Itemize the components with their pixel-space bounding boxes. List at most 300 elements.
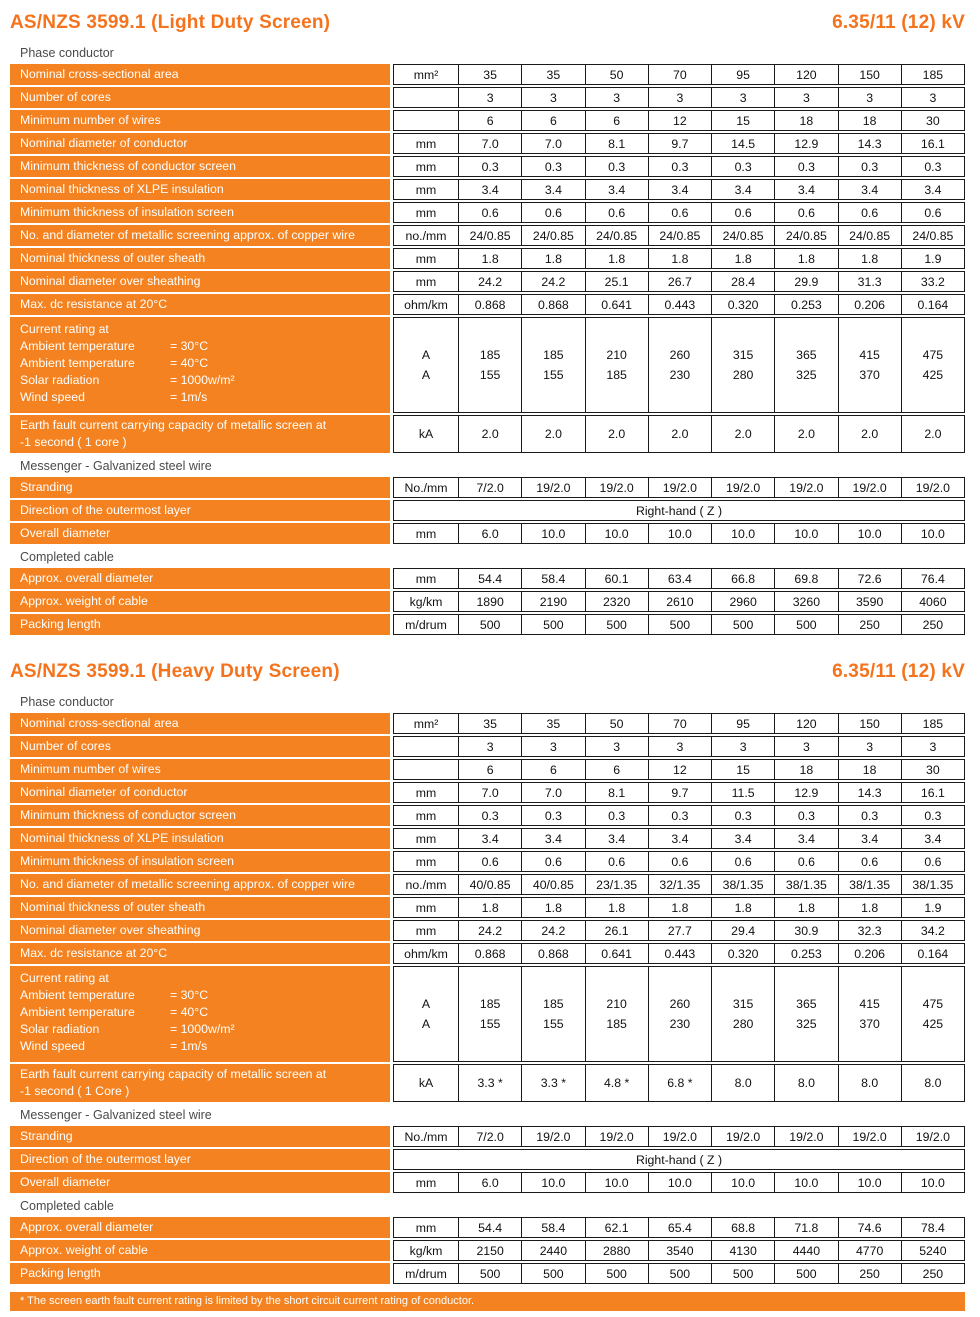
value-cell: 0.6 — [585, 852, 648, 871]
value-cell: 32.3 — [838, 921, 901, 940]
value-cell: 500 — [711, 1264, 774, 1283]
value-cell: 2.0 — [774, 416, 837, 452]
table-row — [10, 271, 965, 292]
value-cell: 35 — [521, 65, 584, 84]
value-cell: 19/2.0 — [774, 1127, 837, 1146]
table-row — [10, 179, 965, 200]
value-cell: 4440 — [774, 1241, 837, 1260]
row-label: Number of cores — [10, 87, 390, 108]
value-cell: 14.5 — [711, 134, 774, 153]
table-row — [10, 614, 965, 635]
value-cell: 0.6 — [458, 203, 521, 222]
unit-cell: m/drum — [405, 1266, 447, 1281]
section-label: Phase conductor — [20, 46, 114, 60]
row-cells — [393, 614, 965, 635]
value-cell: 2320 — [585, 592, 648, 611]
value-cell: 0.6 — [711, 852, 774, 871]
value-cell: 0.3 — [774, 157, 837, 176]
row-label: No. and diameter of metallic screening approx. of copper wire — [10, 225, 390, 246]
table-row — [10, 713, 965, 734]
value-cell: 6.0 — [458, 1173, 521, 1192]
row-cells — [393, 415, 965, 453]
value-cell: 24/0.85 — [838, 226, 901, 245]
value-cell: 3.4 — [711, 829, 774, 848]
value-cell: 33.2 — [901, 272, 964, 291]
row-cells — [393, 568, 965, 589]
value-cell: 24.2 — [521, 272, 584, 291]
value-cell: 6 — [521, 760, 584, 779]
row-cells — [393, 500, 965, 521]
unit-cell: kg/km — [409, 1243, 443, 1258]
value-cell: 2880 — [585, 1241, 648, 1260]
row-label: Nominal diameter over sheathing — [10, 920, 390, 941]
value-cell: 70 — [648, 65, 711, 84]
table-light-duty — [10, 12, 965, 635]
value-cell: 3 — [458, 88, 521, 107]
row-label: Overall diameter — [10, 523, 390, 544]
value-cell: 0.6 — [838, 852, 901, 871]
unit-cell: ohm/km — [404, 946, 448, 961]
value-cell: 1.8 — [648, 898, 711, 917]
value-cell: 10.0 — [585, 1173, 648, 1192]
value-cell: 9.7 — [648, 134, 711, 153]
value-cell: 1.8 — [838, 249, 901, 268]
value-cell: 0.6 — [901, 203, 964, 222]
row-label: Approx. overall diameter — [10, 568, 390, 589]
value-cell: 500 — [648, 1264, 711, 1283]
row-label: Earth fault current carrying capacity of metallic screen at -1 second ( 1 core ) — [10, 415, 390, 453]
table-row — [10, 920, 965, 941]
value-cell: 10.0 — [774, 1173, 837, 1192]
value-cell: 3.4 — [521, 180, 584, 199]
value-cell: 1890 — [458, 592, 521, 611]
value-cell: 0.253 — [774, 295, 837, 314]
value-cell: 34.2 — [901, 921, 964, 940]
value-cell: 2.0 — [585, 416, 648, 452]
value-cell: 500 — [585, 1264, 648, 1283]
row-label: Minimum thickness of insulation screen — [10, 202, 390, 223]
table-row — [10, 736, 965, 757]
row-cells — [393, 1149, 965, 1170]
value-cell: 74.6 — [838, 1218, 901, 1237]
row-label: Nominal thickness of XLPE insulation — [10, 179, 390, 200]
value-cell: 95 — [711, 714, 774, 733]
unit-cell: mm — [415, 1175, 437, 1190]
row-label: Minimum thickness of insulation screen — [10, 851, 390, 872]
row-cells — [393, 966, 965, 1062]
value-cell: 2.0 — [838, 416, 901, 452]
row-cells — [393, 591, 965, 612]
value-cell: 76.4 — [901, 569, 964, 588]
value-cell: 10.0 — [774, 524, 837, 543]
value-cell: 3.4 — [458, 829, 521, 848]
value-cell: 3.4 — [838, 180, 901, 199]
unit-cell: mm — [415, 923, 437, 938]
row-cells — [393, 874, 965, 895]
table-row — [10, 1064, 965, 1102]
value-cell: 5240 — [901, 1241, 964, 1260]
value-cell: 185 155 — [521, 318, 584, 412]
value-cell: 8.1 — [585, 783, 648, 802]
row-label: Current rating at Ambient temperature = 30°C Ambient temperature = 40°C Solar radiation = 1000w/m² Wind speed = 1m/s — [10, 966, 390, 1062]
unit-cell: ohm/km — [404, 297, 448, 312]
value-cell: 7/2.0 — [458, 1127, 521, 1146]
value-cell: 63.4 — [648, 569, 711, 588]
value-cell: 0.164 — [901, 944, 964, 963]
value-cell: 19/2.0 — [585, 1127, 648, 1146]
row-cells — [393, 202, 965, 223]
value-cell: 3 — [521, 88, 584, 107]
value-cell: 60.1 — [585, 569, 648, 588]
value-cell: 500 — [585, 615, 648, 634]
value-cell: 2610 — [648, 592, 711, 611]
row-cells — [393, 897, 965, 918]
value-cell: 10.0 — [838, 524, 901, 543]
value-cell: 26.1 — [585, 921, 648, 940]
value-cell: 500 — [458, 615, 521, 634]
row-cells — [393, 1240, 965, 1261]
row-cells — [393, 523, 965, 544]
value-cell: 365 325 — [774, 318, 837, 412]
value-cell: 10.0 — [901, 524, 964, 543]
value-cell: 3.4 — [901, 180, 964, 199]
footnote: * The screen earth fault current rating is limited by the short circuit current rating of conductor. — [10, 1292, 965, 1311]
value-cell: 12.9 — [774, 134, 837, 153]
value-cell: 66.8 — [711, 569, 774, 588]
value-cell: 29.4 — [711, 921, 774, 940]
value-cell: 1.8 — [711, 249, 774, 268]
value-cell: 7.0 — [521, 783, 584, 802]
value-cell: 250 — [901, 1264, 964, 1283]
value-cell: 0.6 — [648, 852, 711, 871]
table-row — [10, 1172, 965, 1193]
value-cell: 0.206 — [838, 295, 901, 314]
value-cell: 2190 — [521, 592, 584, 611]
row-cells — [393, 133, 965, 154]
value-cell: 185 — [901, 65, 964, 84]
value-cell: 3.3 * — [458, 1065, 521, 1101]
value-cell: 10.0 — [711, 524, 774, 543]
value-cell: 0.6 — [521, 852, 584, 871]
value-cell: 0.868 — [521, 295, 584, 314]
table-row — [10, 828, 965, 849]
value-cell: 0.3 — [901, 806, 964, 825]
unit-cell: mm — [415, 571, 437, 586]
value-cell: 15 — [711, 111, 774, 130]
value-cell: 24.2 — [458, 272, 521, 291]
value-cell: 0.3 — [774, 806, 837, 825]
value-cell: 0.6 — [648, 203, 711, 222]
value-cell: 16.1 — [901, 134, 964, 153]
value-cell: 3 — [585, 88, 648, 107]
value-cell: 6.0 — [458, 524, 521, 543]
value-cell: 19/2.0 — [585, 478, 648, 497]
value-cell: 30.9 — [774, 921, 837, 940]
value-cell: 38/1.35 — [711, 875, 774, 894]
table-body-light-duty — [10, 42, 965, 635]
row-cells — [393, 1263, 965, 1284]
table-row — [10, 202, 965, 223]
value-cell: 2.0 — [648, 416, 711, 452]
value-cell: 7.0 — [521, 134, 584, 153]
value-cell: 1.8 — [838, 898, 901, 917]
value-cell: 0.6 — [901, 852, 964, 871]
value-cell: 27.7 — [648, 921, 711, 940]
value-cell: 24/0.85 — [774, 226, 837, 245]
value-cell: 7/2.0 — [458, 478, 521, 497]
unit-cell: A A — [421, 997, 431, 1031]
voltage-rating: 6.35/11 (12) kV — [832, 661, 965, 682]
unit-cell: kg/km — [409, 594, 443, 609]
row-label: Approx. weight of cable — [10, 1240, 390, 1261]
unit-cell: mm — [415, 808, 437, 823]
value-cell: 1.8 — [648, 249, 711, 268]
value-cell: 0.206 — [838, 944, 901, 963]
unit-cell: mm — [415, 182, 437, 197]
value-cell: 120 — [774, 65, 837, 84]
unit-cell: kA — [418, 427, 434, 441]
row-label: No. and diameter of metallic screening approx. of copper wire — [10, 874, 390, 895]
section-label: Messenger - Galvanized steel wire — [20, 459, 212, 473]
unit-cell — [394, 111, 458, 130]
value-cell: 30 — [901, 760, 964, 779]
value-cell: 3.3 * — [521, 1065, 584, 1101]
unit-cell: A A — [421, 348, 431, 382]
value-cell: 1.8 — [458, 249, 521, 268]
row-label: Nominal diameter of conductor — [10, 782, 390, 803]
value-cell: 1.8 — [521, 249, 584, 268]
value-cell: 19/2.0 — [711, 478, 774, 497]
value-cell: 0.3 — [711, 806, 774, 825]
unit-cell: No./mm — [404, 1129, 448, 1144]
table-body-heavy-duty — [10, 691, 965, 1284]
unit-cell: mm — [415, 854, 437, 869]
value-cell: 19/2.0 — [838, 1127, 901, 1146]
value-cell: 10.0 — [521, 1173, 584, 1192]
value-cell: 3.4 — [458, 180, 521, 199]
value-cell: 500 — [774, 615, 837, 634]
value-cell: 72.6 — [838, 569, 901, 588]
table-row — [10, 500, 965, 521]
value-cell: 2960 — [711, 592, 774, 611]
value-cell: 315 280 — [711, 318, 774, 412]
value-cell: 69.8 — [774, 569, 837, 588]
value-cell: 3.4 — [774, 180, 837, 199]
value-cell: 50 — [585, 714, 648, 733]
value-cell: 8.0 — [711, 1065, 774, 1101]
value-cell: 500 — [521, 615, 584, 634]
table-row — [10, 133, 965, 154]
row-cells — [393, 782, 965, 803]
value-cell: 4060 — [901, 592, 964, 611]
value-cell: 500 — [521, 1264, 584, 1283]
value-cell: 3 — [774, 737, 837, 756]
row-label: Approx. weight of cable — [10, 591, 390, 612]
table-heavy-duty — [10, 661, 965, 1284]
value-cell: 19/2.0 — [711, 1127, 774, 1146]
value-cell: 315 280 — [711, 967, 774, 1061]
table-row — [10, 1240, 965, 1261]
value-cell: 12 — [648, 760, 711, 779]
value-cell: 2.0 — [901, 416, 964, 452]
value-cell: 3 — [838, 737, 901, 756]
row-label: Minimum thickness of conductor screen — [10, 156, 390, 177]
value-cell: 0.641 — [585, 295, 648, 314]
value-cell: 4770 — [838, 1241, 901, 1260]
unit-cell — [394, 88, 458, 107]
value-cell: 3 — [585, 737, 648, 756]
unit-cell: mm — [415, 1220, 437, 1235]
row-cells — [393, 736, 965, 757]
row-label: Minimum thickness of conductor screen — [10, 805, 390, 826]
value-cell: 250 — [838, 1264, 901, 1283]
value-cell: 54.4 — [458, 1218, 521, 1237]
value-cell: 12 — [648, 111, 711, 130]
value-cell: 0.3 — [901, 157, 964, 176]
value-cell: 54.4 — [458, 569, 521, 588]
value-cell: 19/2.0 — [648, 1127, 711, 1146]
row-cells — [393, 477, 965, 498]
value-cell: 7.0 — [458, 134, 521, 153]
value-cell: 16.1 — [901, 783, 964, 802]
table-header-light-duty — [10, 12, 965, 34]
value-cell: 0.6 — [521, 203, 584, 222]
value-cell: 35 — [458, 714, 521, 733]
value-cell: 15 — [711, 760, 774, 779]
value-cell: 25.1 — [585, 272, 648, 291]
value-cell: 3.4 — [585, 829, 648, 848]
value-cell: 1.8 — [585, 898, 648, 917]
value-cell: 1.9 — [901, 249, 964, 268]
value-cell: 62.1 — [585, 1218, 648, 1237]
value-cell: 0.443 — [648, 944, 711, 963]
row-cells — [393, 828, 965, 849]
row-cells — [393, 271, 965, 292]
value-cell: 1.8 — [774, 898, 837, 917]
value-cell: 6 — [585, 111, 648, 130]
value-cell: 0.6 — [774, 203, 837, 222]
value-cell: 24/0.85 — [711, 226, 774, 245]
value-cell: 0.3 — [521, 806, 584, 825]
row-cells — [393, 805, 965, 826]
value-cell: 3.4 — [901, 829, 964, 848]
table-row — [10, 782, 965, 803]
unit-cell — [394, 760, 458, 779]
value-cell: 0.6 — [774, 852, 837, 871]
value-cell: 2150 — [458, 1241, 521, 1260]
value-cell: 71.8 — [774, 1218, 837, 1237]
row-label: Current rating at Ambient temperature = 30°C Ambient temperature = 40°C Solar radiation = 1000w/m² Wind speed = 1m/s — [10, 317, 390, 413]
value-cell: 3 — [711, 88, 774, 107]
table-row — [10, 759, 965, 780]
value-cell: 1.9 — [901, 898, 964, 917]
value-cell: 0.6 — [458, 852, 521, 871]
value-cell: 18 — [774, 760, 837, 779]
value-cell: 70 — [648, 714, 711, 733]
value-cell: 3 — [838, 88, 901, 107]
value-cell: 3 — [711, 737, 774, 756]
row-cells — [393, 1126, 965, 1147]
value-cell: 0.3 — [585, 157, 648, 176]
value-cell: 210 185 — [585, 318, 648, 412]
value-cell: 4130 — [711, 1241, 774, 1260]
value-cell: 3 — [521, 737, 584, 756]
row-label: Nominal diameter of conductor — [10, 133, 390, 154]
value-cell: 29.9 — [774, 272, 837, 291]
value-cell: 365 325 — [774, 967, 837, 1061]
value-cell: 0.6 — [711, 203, 774, 222]
table-row — [10, 805, 965, 826]
value-cell: 0.3 — [521, 157, 584, 176]
value-cell: 475 425 — [901, 967, 964, 1061]
table-title: AS/NZS 3599.1 (Light Duty Screen) — [10, 12, 331, 33]
value-cell: 7.0 — [458, 783, 521, 802]
unit-cell: mm² — [413, 67, 439, 82]
value-cell: 50 — [585, 65, 648, 84]
value-cell: 19/2.0 — [838, 478, 901, 497]
table-row — [10, 1149, 965, 1170]
value-cell: 2.0 — [711, 416, 774, 452]
value-cell: 78.4 — [901, 1218, 964, 1237]
value-cell: 0.3 — [585, 806, 648, 825]
unit-cell: no./mm — [405, 877, 447, 892]
unit-cell: mm — [415, 159, 437, 174]
value-cell: 10.0 — [838, 1173, 901, 1192]
value-cell: 38/1.35 — [774, 875, 837, 894]
value-cell: 24/0.85 — [648, 226, 711, 245]
value-cell: 40/0.85 — [458, 875, 521, 894]
value-cell: 0.868 — [521, 944, 584, 963]
row-label: Packing length — [10, 614, 390, 635]
value-cell: 24.2 — [458, 921, 521, 940]
value-cell: 19/2.0 — [648, 478, 711, 497]
row-label: Overall diameter — [10, 1172, 390, 1193]
row-label: Minimum number of wires — [10, 759, 390, 780]
value-cell: 3 — [901, 88, 964, 107]
row-cells — [393, 110, 965, 131]
unit-cell: kA — [418, 1076, 434, 1090]
value-cell: 3.4 — [648, 829, 711, 848]
value-cell: 0.320 — [711, 295, 774, 314]
unit-cell — [394, 737, 458, 756]
unit-cell: mm — [415, 136, 437, 151]
value-cell: 40/0.85 — [521, 875, 584, 894]
table-title: AS/NZS 3599.1 (Heavy Duty Screen) — [10, 661, 340, 682]
row-cells — [393, 87, 965, 108]
row-label: Direction of the outermost layer — [10, 500, 390, 521]
value-cell: 11.5 — [711, 783, 774, 802]
value-cell: 0.868 — [458, 944, 521, 963]
value-cell: 24/0.85 — [521, 226, 584, 245]
row-label: Earth fault current carrying capacity of metallic screen at -1 second ( 1 Core ) — [10, 1064, 390, 1102]
value-cell: 12.9 — [774, 783, 837, 802]
value-cell: 3.4 — [648, 180, 711, 199]
value-cell: 500 — [458, 1264, 521, 1283]
table-row — [10, 415, 965, 453]
value-cell: 260 230 — [648, 318, 711, 412]
row-label: Direction of the outermost layer — [10, 1149, 390, 1170]
value-cell: 185 155 — [458, 318, 521, 412]
row-cells — [393, 1172, 965, 1193]
unit-cell: m/drum — [405, 617, 447, 632]
value-cell: 0.3 — [458, 157, 521, 176]
row-cells — [393, 920, 965, 941]
value-cell: 8.0 — [838, 1065, 901, 1101]
value-cell: 65.4 — [648, 1218, 711, 1237]
row-label: Packing length — [10, 1263, 390, 1284]
value-cell: 3 — [648, 737, 711, 756]
value-cell: 95 — [711, 65, 774, 84]
